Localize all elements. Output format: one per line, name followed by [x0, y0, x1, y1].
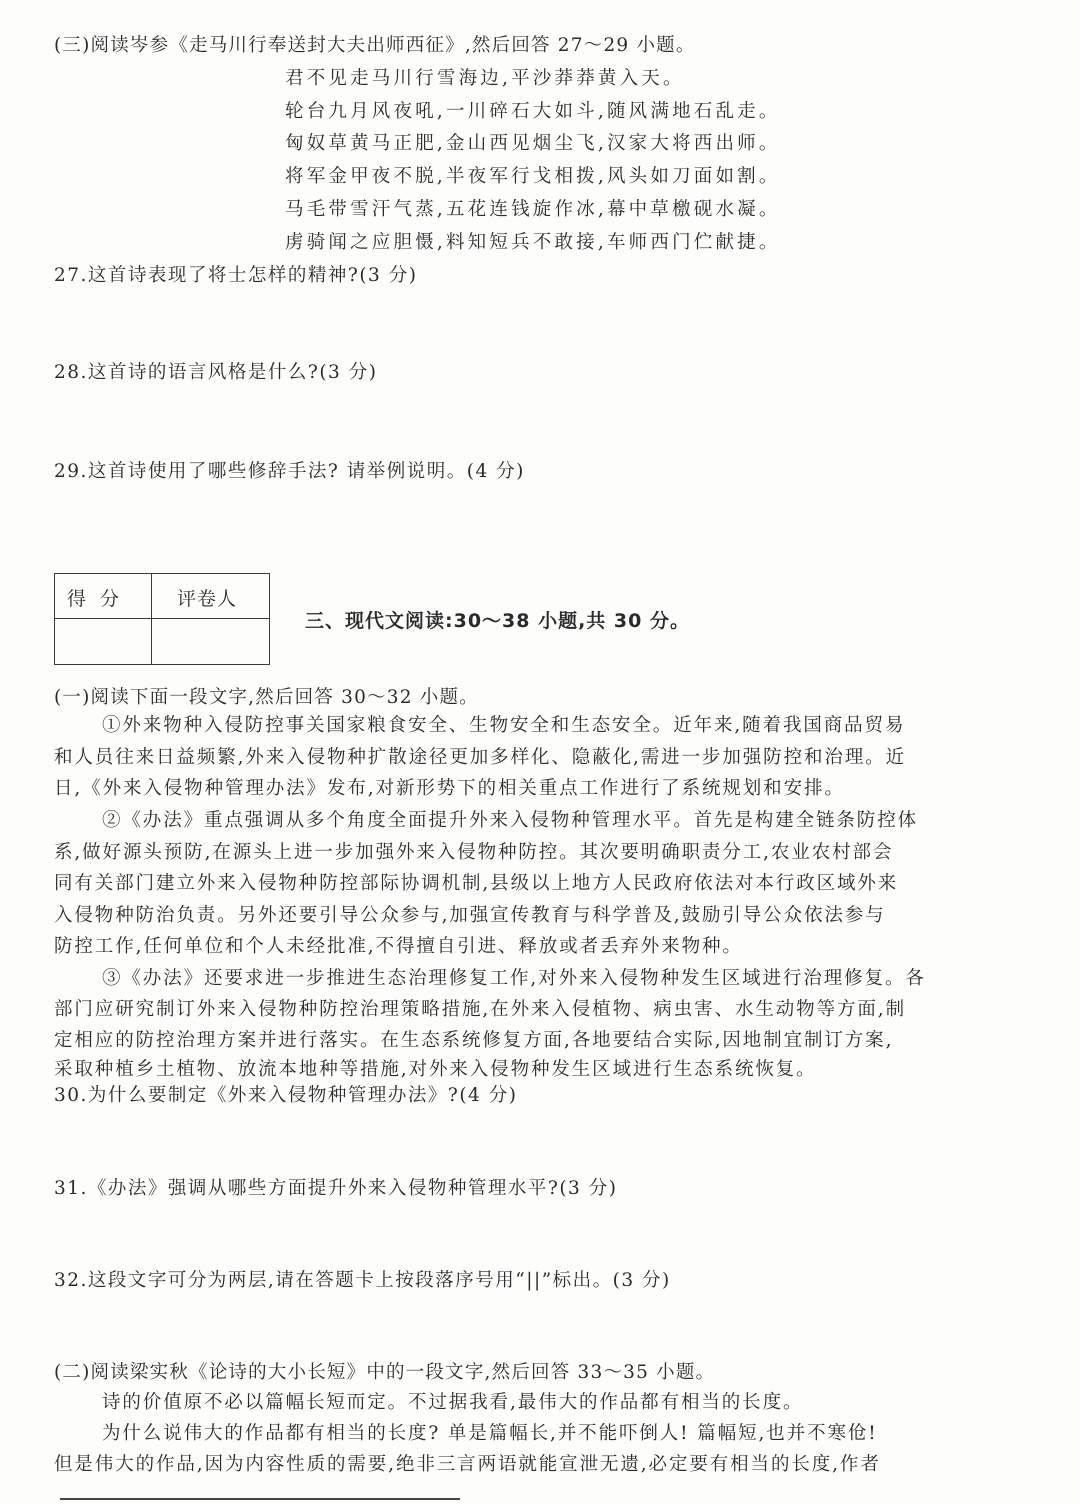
score-box	[54, 573, 270, 665]
question-29: 29.这首诗使用了哪些修辞手法? 请举例说明。(4 分)	[54, 461, 525, 482]
paragraph-line: 为什么说伟大的作品都有相当的长度? 单是篇幅长,并不能吓倒人! 篇幅短,也并不寒伧!	[102, 1423, 878, 1444]
paragraph-line: 定相应的防控治理方案并进行落实。在生态系统修复方面,各地要结合实际,因地制宜制订方案,	[54, 1030, 894, 1051]
question-30: 30.为什么要制定《外来入侵物种管理办法》?(4 分)	[54, 1085, 518, 1106]
score-box-divider	[55, 618, 269, 619]
part2-intro: (二)阅读梁实秋《论诗的大小长短》中的一段文字,然后回答 33～35 小题。	[54, 1362, 716, 1383]
paragraph-line: 和人员往来日益频繁,外来入侵物种扩散途径更加多样化、隐蔽化,需进一步加强防控和治理。近	[54, 747, 906, 768]
part1-intro: (一)阅读下面一段文字,然后回答 30～32 小题。	[54, 687, 479, 708]
grader-label: 评卷人	[177, 588, 238, 610]
paragraph-line: 入侵物种防治负责。另外还要引导公众参与,加强宣传教育与科学普及,鼓励引导公众依法参与	[54, 905, 886, 926]
question-31: 31.《办法》强调从哪些方面提升外来入侵物种管理水平?(3 分)	[54, 1178, 618, 1199]
question-32: 32.这段文字可分为两层,请在答题卡上按段落序号用“||”标出。(3 分)	[54, 1270, 671, 1291]
paragraph-line: 诗的价值原不必以篇幅长短而定。不过据我看,最伟大的作品都有相当的长度。	[102, 1392, 804, 1413]
paragraph-line: 系,做好源头预防,在源头上进一步加强外来入侵物种防控。其次要明确职责分工,农业农村部会	[54, 842, 894, 863]
section-heading: 三、现代文阅读:30～38 小题,共 30 分。	[305, 610, 690, 632]
poem-line: 匈奴草黄马正肥,金山西见烟尘飞,汉家大将西出师。	[285, 133, 781, 154]
poem-line: 虏骑闻之应胆慑,料知短兵不敢接,车师西门伫献捷。	[285, 232, 781, 253]
poem-section-intro: (三)阅读岑参《走马川行奉送封大夫出师西征》,然后回答 27～29 小题。	[54, 35, 696, 56]
score-box-divider	[151, 574, 152, 664]
paragraph-line: 采取种植乡土植物、放流本地种等措施,对外来入侵物种发生区域进行生态系统恢复。	[54, 1059, 817, 1080]
paragraph-line: ②《办法》重点强调从多个角度全面提升外来入侵物种管理水平。首先是构建全链条防控体	[102, 810, 919, 831]
paragraph-line: ③《办法》还要求进一步推进生态治理修复工作,对外来入侵物种发生区域进行治理修复。各	[102, 968, 926, 989]
paragraph-line: ①外来物种入侵防控事关国家粮食安全、生物安全和生态安全。近年来,随着我国商品贸易	[102, 715, 906, 736]
paragraph-line: 部门应研究制订外来入侵物种防控治理策略措施,在外来入侵植物、病虫害、水生动物等方面,制	[54, 999, 906, 1020]
paragraph-line: 但是伟大的作品,因为内容性质的需要,绝非三言两语就能宣泄无遗,必定要有相当的长度,作者	[54, 1454, 881, 1475]
question-28: 28.这首诗的语言风格是什么?(3 分)	[54, 362, 378, 383]
question-27: 27.这首诗表现了将士怎样的精神?(3 分)	[54, 265, 418, 286]
paragraph-line: 防控工作,任何单位和个人未经批准,不得擅自引进、释放或者丢弃外来物种。	[54, 936, 743, 957]
paragraph-line: 日,《外来入侵物种管理办法》发布,对新形势下的相关重点工作进行了系统规划和安排。	[54, 778, 845, 799]
page-divider	[60, 1498, 460, 1500]
poem-line: 将军金甲夜不脱,半夜军行戈相拨,风头如刀面如割。	[285, 166, 781, 187]
poem-line: 马毛带雪汗气蒸,五花连钱旋作冰,幕中草檄砚水凝。	[285, 199, 781, 220]
poem-line: 轮台九月风夜吼,一川碎石大如斗,随风满地石乱走。	[285, 101, 781, 122]
score-label: 得分	[67, 588, 134, 610]
paragraph-line: 同有关部门建立外来入侵物种防控部际协调机制,县级以上地方人民政府依法对本行政区域外来	[54, 873, 899, 894]
poem-line: 君不见走马川行雪海边,平沙莽莽黄入天。	[285, 68, 685, 89]
